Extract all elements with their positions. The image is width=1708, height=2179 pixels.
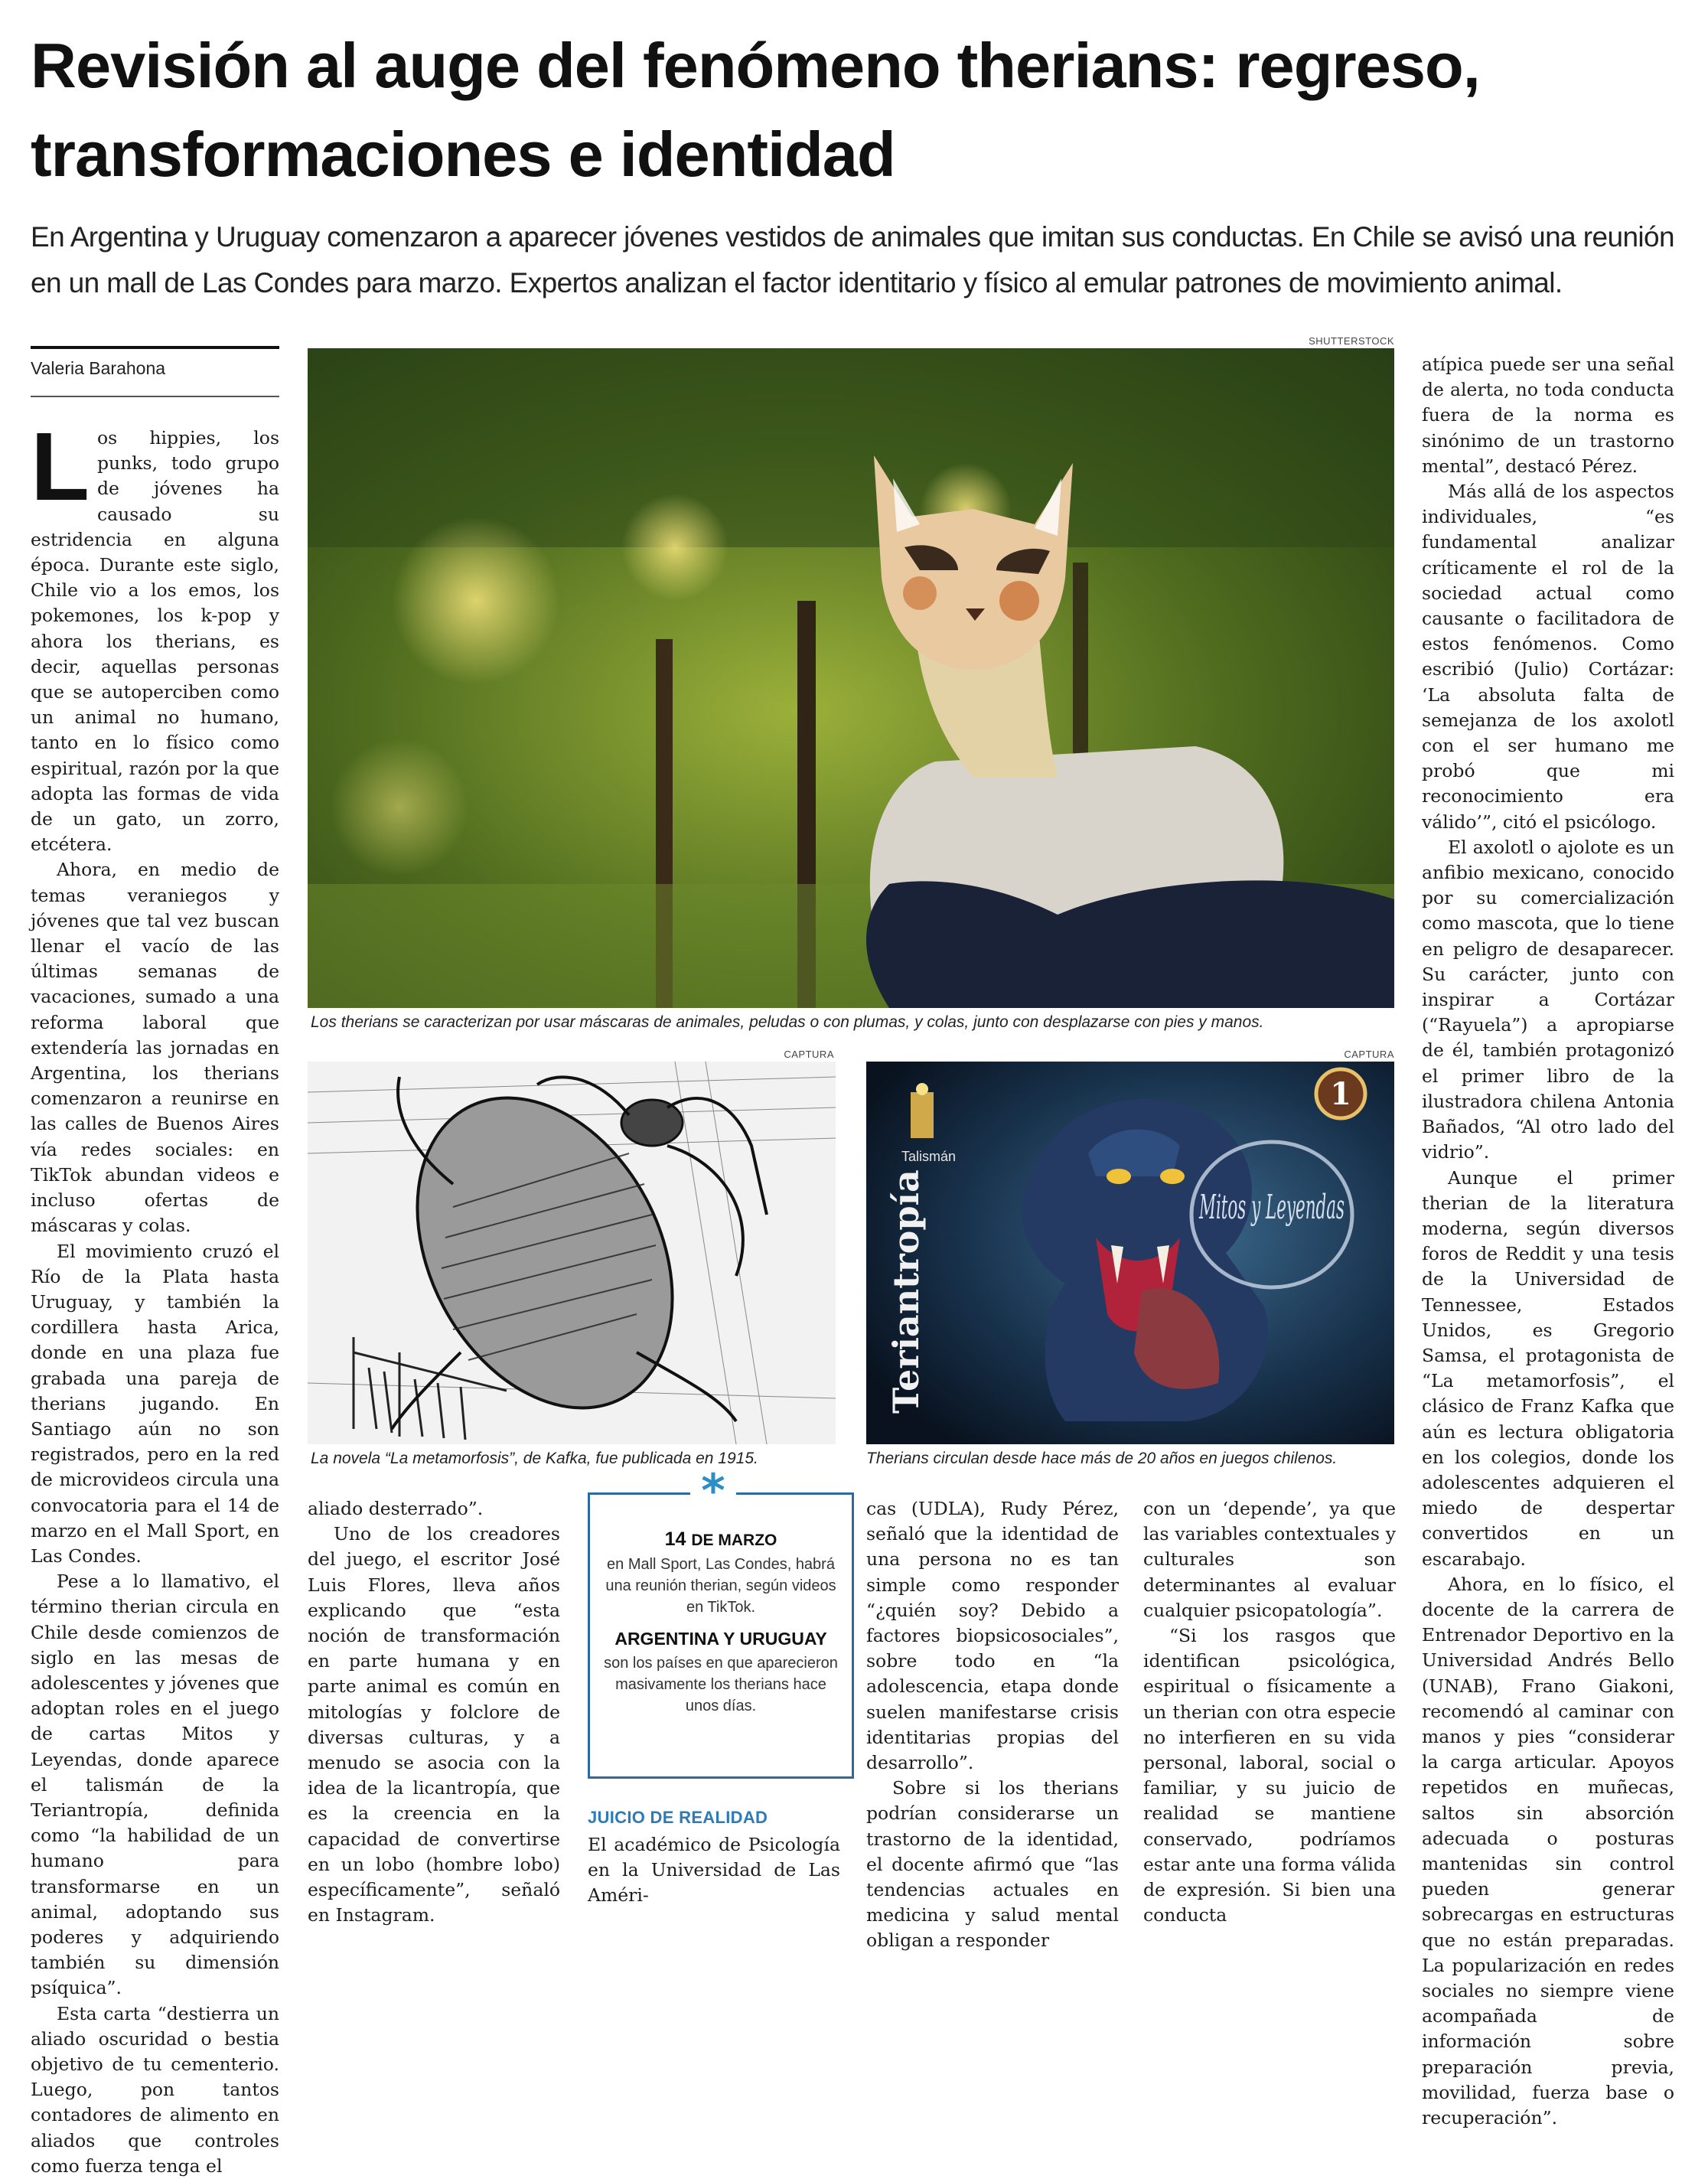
paragraph: Más allá de los aspectos individuales, “es fundamental analizar críticamente el rol de la sociedad actual como causante o facilitadora de estos fenómenos. Como escribió (Julio) Cortázar: ‘La absoluta falta de semejanza de los axolotl con el ser humano me probó que mi reconocimiento era válido’”, citó el psicólogo. <box>1422 481 1674 833</box>
paragraph: atípica puede ser una señal de alerta, no toda conducta fuera de la norma es sinónimo de un trastorno mental”, destacó Pérez. <box>1422 354 1674 477</box>
column-2 <box>308 1496 560 1928</box>
paragraph: “Si los rasgos que identifican psicológica, espiritual o físicamente a un therian con otra especie no interfieren en su vida personal, laboral, social o familiar, y su juicio de realidad se mantiene conservado, podríamos estar ante una forma válida de expresión. Si bien una conducta <box>1143 1625 1396 1926</box>
column-5 <box>1422 352 1674 2131</box>
caption-main: Los therians se caracterizan por usar máscaras de animales, peludas o con plumas, y colas, junto con desplazarse con pies y manos. <box>311 1013 1264 1031</box>
panther-drawing <box>866 1062 1394 1444</box>
factbox <box>588 1492 854 1779</box>
caption-kafka: La novela “La metamorfosis”, de Kafka, fue publicada en 1915. <box>311 1450 758 1467</box>
column-1 <box>31 413 279 2179</box>
photo-credit-card: CAPTURA <box>1344 1049 1394 1060</box>
asterisk-icon: * <box>690 1468 736 1514</box>
column-4 <box>1143 1496 1396 1928</box>
paragraph: Uno de los creadores del juego, el escritor José Luis Flores, lleva años explicando que “esta noción de transformación en parte humana y en parte animal es común en mitologías y folclore de diversas culturas, y a menudo se asocia con la idea de la licantropía, que es la creencia en la capacidad de convertirse en un lobo (hombre lobo) específicamente”, señaló en Instagram. <box>308 1523 560 1926</box>
byline-rule-top <box>31 346 279 349</box>
card-logo: Mitos y Leyendas <box>1198 1188 1345 1227</box>
paragraph: Ahora, en medio de temas veraniegos y jóvenes que tal vez buscan llenar el vacío de las últimas semanas de vacaciones, sumado a una reforma laboral que extendería las jornadas en Argentina, los therians comenzaron a reunirse en las calles de Buenos Aires vía redes sociales: en TikTok abundan videos e incluso ofertas de máscaras y colas. <box>31 859 279 1237</box>
paragraph: Esta carta “destierra un aliado oscuridad o bestia objetivo de tu cementerio. Luego, pon tantos contadores de alimento en aliados que controles como fuerza tenga el <box>31 2002 279 2177</box>
byline-rule-bottom <box>31 396 279 397</box>
paragraph: Pese a lo llamativo, el término therian circula en Chile desde comienzos de siglo en las mesas de adolescentes y jóvenes que adoptan roles en el juego de cartas Mitos y Leyendas, donde aparece el talismán de la Teriantropía, definida como “la habilidad de un humano para transformarse en un animal, adoptando sus poderes y adquiriendo también su dimensión psíquica”. <box>31 1571 279 1999</box>
deck: En Argentina y Uruguay comenzaron a aparecer jóvenes vestidos de animales que imitan sus conductas. En Chile se avisó una reunión en un mall de Las Condes para marzo. Expertos analizan el factor identitario y físico al emular patrones de movimiento animal. <box>31 221 1675 298</box>
factbox-heading: ARGENTINA Y URUGUAY <box>614 1629 827 1649</box>
column-3-bottom <box>588 1832 840 1909</box>
beetle-drawing <box>308 1062 836 1444</box>
paragraph: cas (UDLA), Rudy Pérez, señaló que la identidad de una persona no es tan simple como responder “¿quién soy? Debido a factores biopsicosociales”, sobre todo en “la adolescencia, etapa donde suelen manifestarse crisis identitarias propias del desarrollo”. <box>866 1498 1119 1774</box>
byline: Valeria Barahona <box>31 358 166 378</box>
factbox-date <box>590 1528 852 1551</box>
card-cost: 1 <box>1330 1076 1351 1112</box>
photo-credit-main: SHUTTERSTOCK <box>1309 335 1394 347</box>
main-photo <box>308 348 1394 1008</box>
card-illustration <box>866 1062 1394 1444</box>
paragraph: Aunque el primer therian de la literatura moderna, según diversos foros de Reddit y una tesis de la Universidad de Tennessee, Estados Unidos, es Gregorio Samsa, el protagonista de “La metamorfosis”, el clásico de Franz Kafka que aún es lectura obligatoria en los colegios, donde los adolescentes adquieren el miedo de despertar convertidos en un escarabajo. <box>1422 1166 1674 1570</box>
paragraph: con un ‘depende’, ya que las variables contextuales y culturales son determinantes al evaluar cualquier psicopatología”. <box>1143 1498 1396 1621</box>
paragraph: El axolotl o ajolote es un anfibio mexicano, conocido por su comercialización como mascota, que lo tiene en peligro de desaparecer. Su carácter, junto con inspirar a Cortázar (“Rayuela”) a apropiarse de él, también protagonizó el primer libro de la ilustradora chilena Antonia Bañados, “Al otro lado del vidrio”. <box>1422 836 1674 1163</box>
card-type: Talismán <box>901 1149 957 1164</box>
factbox-text: son los países en que aparecieron masivamente los therians hace unos días. <box>604 1655 838 1714</box>
main-photo-illustration <box>308 348 1394 1008</box>
column-3 <box>866 1496 1119 1954</box>
card-title: Teriantropía <box>885 1169 927 1414</box>
headline: Revisión al auge del fenómeno therians: regreso, transformaciones e identidad <box>31 30 1480 190</box>
factbox-date-text: en Mall Sport, Las Condes, habrá una reunión therian, según videos en TikTok. <box>605 1556 836 1616</box>
paragraph: El académico de Psicología en la Universidad de Las Améri- <box>588 1834 840 1907</box>
factbox-date-month: DE MARZO <box>691 1531 777 1549</box>
paragraph: El movimiento cruzó el Río de la Plata hasta Uruguay, y también la cordillera hasta Arica, donde en una plaza fue grabada una pareja de therians jugando. En Santiago aún no son registrados, pero en la red de microvideos circula una convocatoria para el 14 de marzo en el Mall Sport, en Las Condes. <box>31 1240 279 1567</box>
kafka-illustration <box>308 1062 836 1444</box>
drop-cap: L <box>31 413 90 520</box>
paragraph: aliado desterrado”. <box>308 1498 484 1519</box>
paragraph: Sobre si los therians podrían considerarse un trastorno de la identidad, el docente afirmó que “las tendencias actuales en medicina y salud mental obligan a responder <box>866 1777 1119 1952</box>
factbox-date-number: 14 <box>664 1528 686 1550</box>
paragraph: Ahora, en lo físico, el docente de la carrera de Entrenador Deportivo en la Universidad Andrés Bello (UNAB), Frano Giakoni, recomendó al caminar con manos y pies “considerar la carga articular. Apoyos repetidos en muñecas, saltos sin absorción adecuada o posturas mantenidas sin control pueden generar sobrecargas en estructuras que no están preparadas. La popularización en redes sociales no siempre viene acompañada de información sobre preparación previa, movilidad, fuerza base o recuperación”. <box>1422 1573 1674 2129</box>
subhead: JUICIO DE REALIDAD <box>588 1808 768 1827</box>
paragraph <box>31 413 279 857</box>
caption-card: Therians circulan desde hace más de 20 años en juegos chilenos. <box>866 1450 1338 1467</box>
paragraph-text: os hippies, los punks, todo grupo de jóvenes ha causado su estridencia en alguna época. Durante este siglo, Chile vio a los emos, los pokemones, los k-pop y ahora los therians, es decir, aquellas personas que se autoperciben como un animal no humano, tanto en lo físico como espiritual, razón por la que adopta las formas de vida de un gato, un zorro, etcétera. <box>31 427 279 856</box>
photo-credit-kafka: CAPTURA <box>784 1049 834 1060</box>
